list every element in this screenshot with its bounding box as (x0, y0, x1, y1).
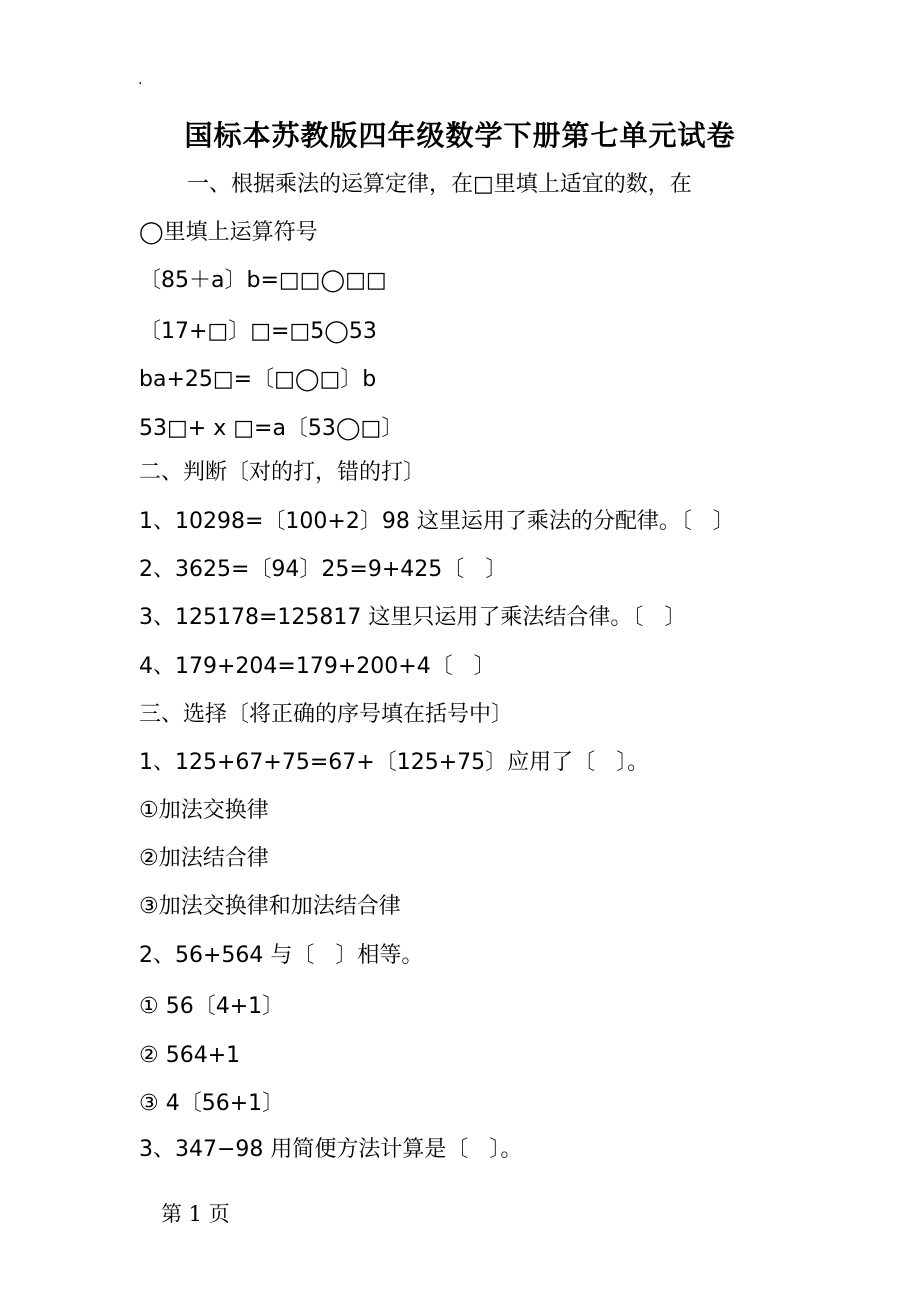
header-mark: . (138, 72, 143, 88)
section3-heading: 三、选择〔将正确的序号填在括号中〕 (139, 702, 514, 727)
section2-item-2: 2、3625=〔94〕25=9+425〔 〕 (139, 557, 508, 582)
section1-item-3: ba+25□=〔□◯□〕b (139, 367, 377, 392)
section3-question-2: 2、56+564 与〔 〕相等。 (139, 943, 424, 968)
section1-item-4: 53□+ x □=a〔53◯□〕 (139, 416, 404, 441)
section3-question-1: 1、125+67+75=67+〔125+75〕应用了〔 〕。 (139, 750, 650, 775)
section2-item-4: 4、179+204=179+200+4〔 〕 (139, 654, 496, 679)
page-number: 第 1 页 (161, 1202, 230, 1226)
section2-heading: 二、判断〔对的打，错的打〕 (139, 460, 426, 485)
section2-item-3: 3、125178=125817 这里只运用了乘法结合律。〔 〕 (139, 605, 687, 630)
section3-q2-option-1: ① 56〔4+1〕 (139, 994, 285, 1019)
section3-q1-option-3: ③加法交换律和加法结合律 (139, 894, 401, 919)
section3-q1-option-1: ①加法交换律 (139, 798, 269, 823)
section3-q2-option-2: ② 564+1 (139, 1043, 241, 1068)
section1-heading: 一、根据乘法的运算定律，在□里填上适宜的数，在 (187, 172, 692, 197)
section2-item-1: 1、10298=〔100+2〕98 这里运用了乘法的分配律。〔 〕 (139, 509, 735, 534)
section1-heading-cont: ◯里填上运算符号 (139, 220, 318, 245)
section3-q1-option-2: ②加法结合律 (139, 846, 269, 871)
section3-question-3: 3、347−98 用简便方法计算是〔 〕。 (139, 1137, 523, 1162)
section1-item-1: 〔85＋a〕b=□□◯□□ (139, 268, 387, 293)
section3-q2-option-3: ③ 4〔56+1〕 (139, 1091, 285, 1116)
page-title: 国标本苏教版四年级数学下册第七单元试卷 (184, 119, 736, 152)
section1-item-2: 〔17+□〕□=□5◯53 (139, 319, 377, 344)
